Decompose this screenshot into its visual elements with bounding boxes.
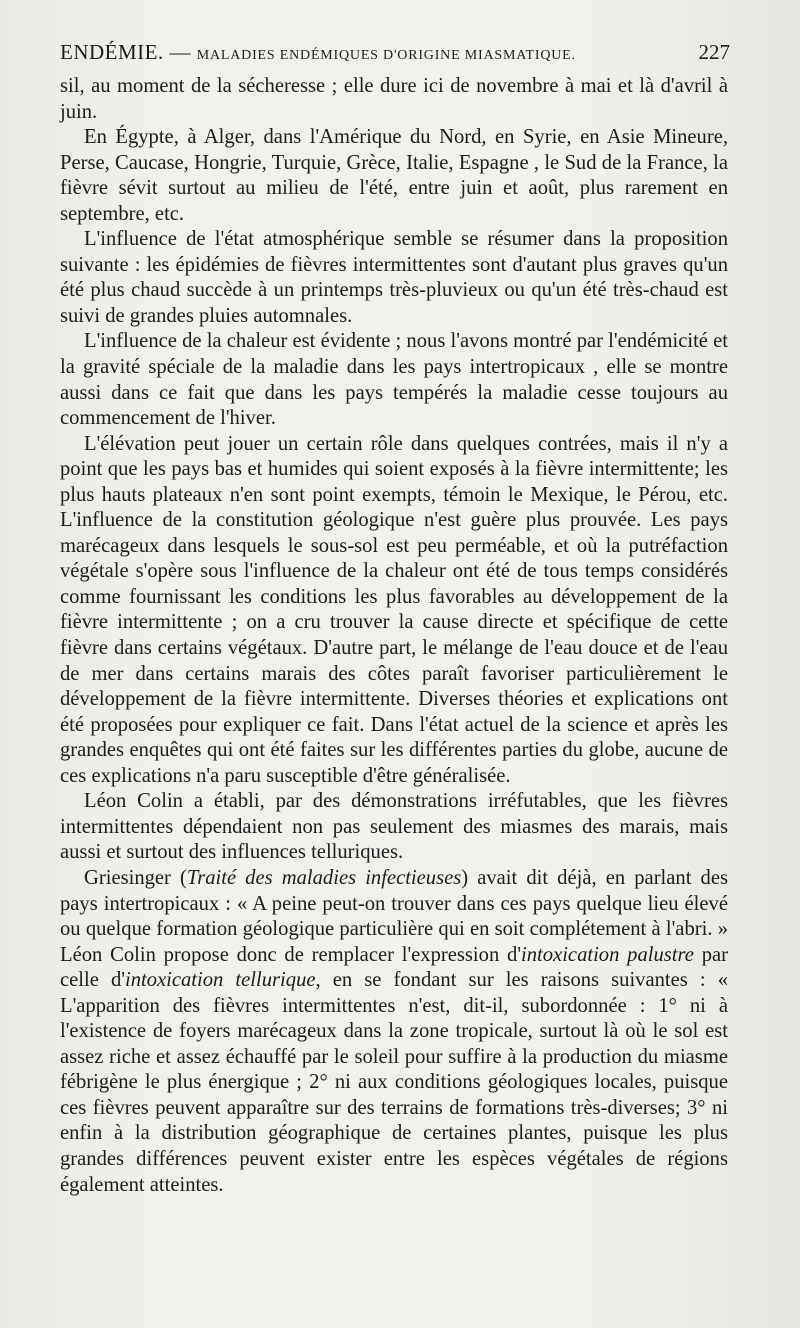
text-run: par celle d': [60, 943, 728, 992]
italic-text: Traité des maladies infectieuses: [186, 866, 462, 889]
italic-text: intoxication palustre: [521, 943, 694, 966]
header-dash: —: [169, 40, 191, 64]
running-title: [60, 40, 576, 65]
running-header: [60, 40, 730, 72]
page-body: [60, 74, 728, 1198]
paragraph: L'influence de la chaleur est évidente ; nous l'avons montré par l'endémicité et la gravité spéciale de la maladie dans les pays intertropicaux , elle se montre aussi dans ce fait que dans les pays tempérés la maladie cesse toujours au commencement de l'hiver.: [60, 330, 728, 430]
paragraph: [60, 866, 728, 1198]
paragraph: Léon Colin a établi, par des démonstrations irréfutables, que les fièvres intermittentes dépendaient non pas seulement des miasmes des marais, mais aussi et surtout des influences telluriques.: [60, 790, 728, 864]
text-run: , en se fondant sur les raisons suivantes : « L'apparition des fièvres intermittentes n'est, dit-il, subordonnée : 1° ni à l'existence de foyers marécageux dans la zone tropicale, surtout là où le sol est assez riche et assez échauffé par le soleil pour suffire à la production du miasme fébrigène le plus énergique ; 2° ni aux conditions géologiques locales, puisque ces fièvres peuvent apparaître sur des terrains de formations très-diverses; 3° ni enfin à la distribution géographique de certaines plantes, puisque les plus grandes différences peuvent exister entre les espèces végétales de régions également atteintes.: [60, 969, 728, 1196]
paragraph: sil, au moment de la sécheresse ; elle dure ici de novembre à mai et là d'avril à juin.: [60, 75, 728, 123]
paragraph: L'influence de l'état atmosphérique semble se résumer dans la proposition suivante : les épidémies de fièvres intermittentes sont d'autant plus graves qu'un été plus chaud succède à un printemps très-pluvieux ou qu'un été très-chaud est suivi de grandes pluies automnales.: [60, 228, 728, 327]
header-left: ENDÉMIE.: [60, 40, 164, 64]
paragraph: L'élévation peut jouer un certain rôle dans quelques contrées, mais il n'y a point que les pays bas et humides qui soient exposés à la fièvre intermittente; les plus hauts plateaux n'en sont point exempts, témoin le Mexique, le Pérou, etc. L'influence de la constitution géologique n'est guère plus prouvée. Les pays marécageux dans lesquels le sous-sol est peu perméable, et où la putréfaction végétale s'opère sous l'influence de la chaleur ont été de tous temps considérés comme fournissant les conditions les plus favorables au développement de la fièvre intermittente ; on a cru trouver la cause directe et spécifique de cette fièvre dans certains végétaux. D'autre part, le mélange de l'eau douce et de l'eau de mer dans certains marais des côtes paraît favoriser particulièrement le développement de la fièvre intermittente. Diverses théories et explications ont été proposées pour expliquer ce fait. Dans l'état actuel de la science et après les grandes enquêtes qui ont été faites sur les différentes parties du globe, aucune de ces explications n'a paru susceptible d'être généralisée.: [60, 432, 728, 787]
page-number: 227: [698, 40, 730, 64]
header-subtitle: MALADIES ENDÉMIQUES D'ORIGINE MIASMATIQUE.: [196, 48, 576, 63]
italic-text: intoxication tellurique: [124, 969, 316, 992]
paragraph: En Égypte, à Alger, dans l'Amérique du Nord, en Syrie, en Asie Mineure, Perse, Caucase, Hongrie, Turquie, Grèce, Italie, Espagne , le Sud de la France, la fièvre sévit surtout au milieu de l'été, entre juin et août, plus rarement en septembre, etc.: [60, 126, 728, 225]
text-run: Griesinger (: [84, 866, 187, 889]
text-run: ) avait dit déjà, en parlant des pays intertropicaux : « A peine peut-on trouver dans ces pays quelque lieu élevé ou quelque formation géologique particulière qui en soit complétement à l'abri. » Léon Colin propose donc de remplacer l'expression d': [60, 866, 728, 966]
